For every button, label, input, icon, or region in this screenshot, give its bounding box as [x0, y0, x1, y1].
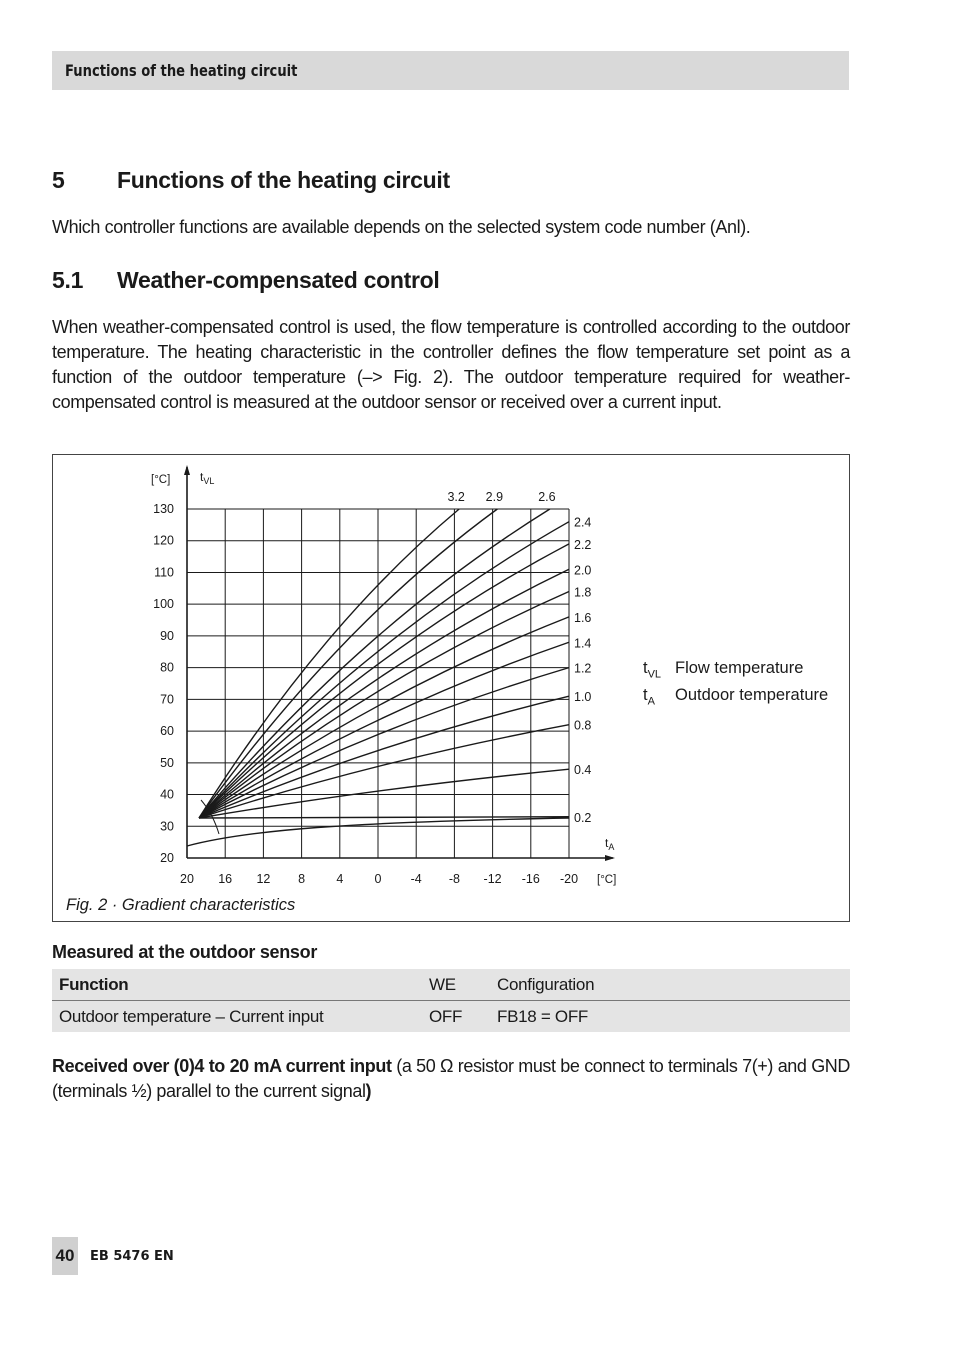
x-tick-label: 20 — [180, 872, 194, 886]
section-5-number: 5 — [52, 167, 65, 193]
curve-label: 2.4 — [574, 515, 592, 530]
y-tick-label: 30 — [160, 819, 174, 834]
section-5-1-heading — [52, 267, 439, 294]
curve-label: 1.8 — [574, 585, 592, 600]
curve-line — [199, 544, 569, 818]
current-input-text: (a 50 Ω resistor must be connect to terminals 7(+) and GND (terminals ½) parallel to the current signal — [52, 1056, 850, 1101]
y-tick-label: 20 — [160, 851, 174, 865]
table-row — [52, 1001, 850, 1033]
curve-line — [199, 591, 569, 818]
curve-label: 2.6 — [538, 490, 556, 504]
curve-label: 1.4 — [574, 636, 592, 651]
x-tick-label: 4 — [336, 872, 344, 886]
table-cell-we: OFF — [422, 1001, 490, 1033]
x-tick-label: 16 — [218, 872, 233, 886]
section-5-heading — [52, 167, 450, 194]
y-tick-label: 130 — [153, 502, 174, 516]
section-5-intro: Which controller functions are available depends on the selected system code number (Anl). — [52, 217, 751, 237]
current-input-paragraph — [52, 1054, 850, 1104]
measured-heading: Measured at the outdoor sensor — [52, 942, 318, 962]
document-id: EB 5476 EN — [90, 1249, 174, 1264]
x-tick-label: -20 — [559, 872, 579, 886]
section-5-1-paragraph: When weather-compensated control is used, the flow temperature is controlled according to the outdoor temperature. The heating characteristic in the controller defines the flow temperature set point as a function of the outdoor temperature (–> Fig. 2). The outdoor temperature required for weather-compensated control is measured at the outdoor sensor or received over a current input. — [52, 317, 850, 412]
curve-label: 2.2 — [574, 537, 592, 552]
current-input-bold: Received over (0)4 to 20 mA current input — [52, 1056, 392, 1076]
x-tick-label: 8 — [298, 872, 306, 886]
table-header-we: WE — [422, 969, 490, 1001]
curve-line — [199, 769, 569, 818]
curve-label: 2.0 — [574, 563, 592, 578]
curve-label: 2.9 — [485, 490, 504, 504]
y-tick-label: 60 — [160, 724, 174, 739]
y-tick-label: 50 — [160, 755, 174, 770]
y-tick-label: 120 — [153, 533, 174, 548]
curve-label: 3.2 — [447, 490, 465, 504]
curve-line — [199, 642, 569, 818]
curve-line — [199, 817, 569, 818]
y-unit-label: [°C] — [151, 474, 171, 486]
x-axis-title: $t_A$ — [605, 836, 615, 852]
x-tick-label: 0 — [374, 872, 382, 886]
figure-gradient-characteristics — [52, 454, 850, 922]
y-tick-label: 70 — [160, 692, 174, 707]
y-axis-title: $t_{VL}$ — [200, 470, 215, 486]
legend-flow-temperature — [643, 659, 803, 680]
x-axis-arrow — [605, 855, 615, 861]
legend-text-outdoor: Outdoor temperature — [675, 686, 829, 704]
curve-line — [199, 696, 569, 818]
function-table — [52, 969, 850, 1032]
x-tick-label: -8 — [448, 872, 460, 886]
running-header — [52, 51, 849, 90]
y-tick-label: 90 — [160, 628, 174, 643]
y-tick-label: 100 — [153, 597, 174, 612]
table-header-row — [52, 969, 850, 1001]
curve-label: 0.4 — [574, 763, 592, 778]
legend-symbol-ta: $t_A$ — [643, 686, 655, 708]
y-tick-label: 40 — [160, 787, 174, 802]
y-axis-arrow — [184, 465, 190, 475]
x-tick-label: -16 — [521, 872, 540, 886]
legend-text-flow: Flow temperature — [675, 659, 804, 677]
curve-line — [199, 509, 550, 818]
section-5-title: Functions of the heating circuit — [117, 167, 450, 193]
curve-label: 1.6 — [574, 610, 592, 625]
y-tick-label: 80 — [160, 660, 174, 675]
table-cell-configuration: FB18 = OFF — [490, 1001, 850, 1033]
legend-outdoor-temperature — [643, 686, 828, 707]
x-tick-label: 12 — [256, 872, 271, 886]
x-tick-label: -12 — [483, 872, 502, 886]
legend-symbol-tvl: $t_{VL}$ — [643, 659, 662, 681]
x-tick-label: -4 — [410, 872, 422, 886]
curve-label: 1.2 — [574, 661, 592, 676]
section-5-1-title: Weather-compensated control — [117, 267, 440, 293]
running-header-title: Functions of the heating circuit — [65, 61, 298, 80]
curve-label: 1.0 — [574, 690, 592, 705]
curve-label: 0.8 — [574, 718, 592, 733]
section-5-1-number: 5.1 — [52, 267, 84, 293]
curve-line — [199, 522, 569, 818]
table-cell-function: Outdoor temperature – Current input — [52, 1001, 422, 1033]
y-tick-label: 110 — [154, 565, 174, 580]
x-unit-label: [°C] — [597, 874, 617, 886]
current-input-close: ) — [365, 1081, 372, 1101]
table-header-function: Function — [52, 969, 422, 1001]
figure-caption: Fig. 2 · Gradient characteristics — [66, 896, 296, 914]
table-header-configuration: Configuration — [490, 969, 850, 1001]
page-number: 40 — [52, 1237, 78, 1275]
curve-label: 0.2 — [574, 810, 592, 825]
curve-line — [199, 509, 459, 818]
